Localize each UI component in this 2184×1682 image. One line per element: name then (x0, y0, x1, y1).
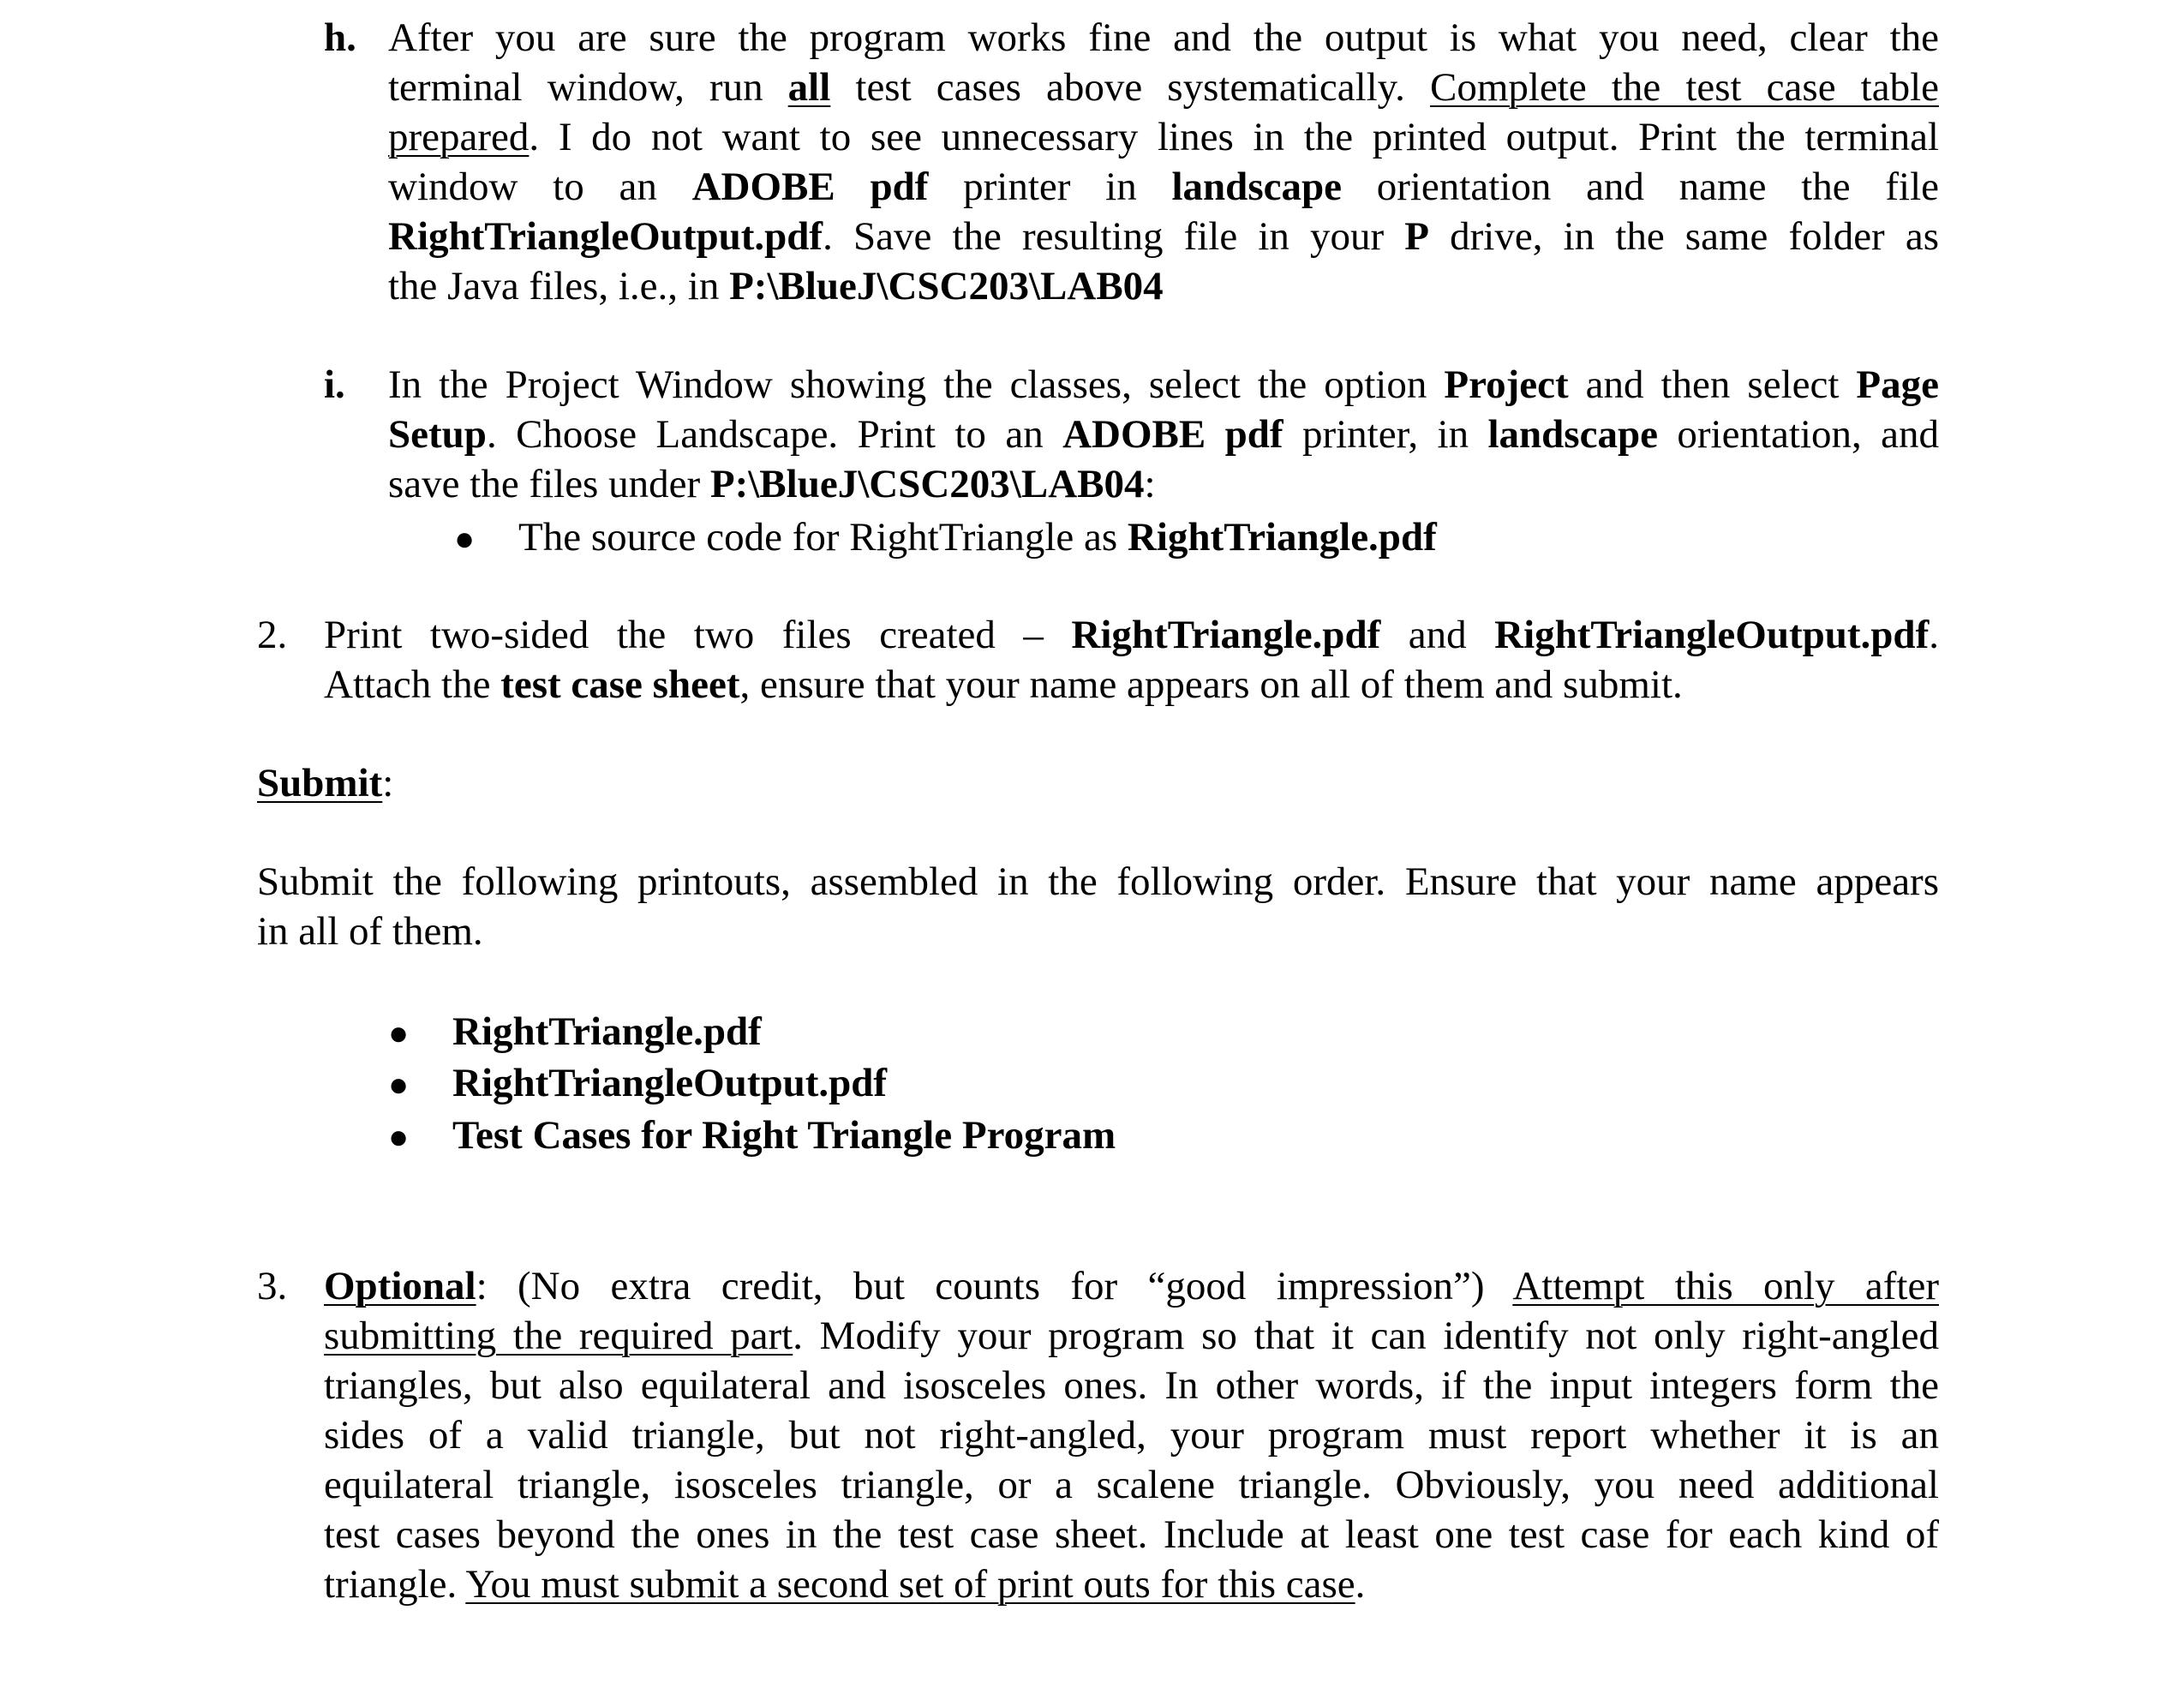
bold-project: Project (1444, 362, 1569, 407)
text: printer in (928, 165, 1172, 209)
bold-drive: P (1404, 214, 1430, 259)
submit-list-item: RightTriangle.pdf (452, 1009, 762, 1054)
underlined-instruction: submitting the required part (324, 1314, 793, 1358)
item-3-line-2 (324, 1311, 1939, 1361)
text: . (1929, 613, 1939, 657)
bullet-icon: ● (388, 1014, 410, 1052)
bold-adobe-pdf: ADOBE pdf (1062, 412, 1283, 457)
text: save the files under (388, 462, 710, 506)
item-h-line-4 (388, 162, 1939, 212)
text: orientation and name the file (1341, 165, 1939, 209)
bold-adobe-pdf: ADOBE pdf (691, 165, 929, 209)
item-i-line-2 (388, 410, 1939, 459)
text: equilateral triangle, isosceles triangle, or a scalene triangle. Obviously, you need additional (324, 1463, 1939, 1507)
item-3-line-3 (324, 1361, 1939, 1410)
item-i-line-3 (388, 459, 1939, 509)
text: printer, in (1283, 412, 1488, 457)
text: terminal window, run (388, 65, 788, 110)
submit-list-item: RightTriangleOutput.pdf (452, 1061, 888, 1105)
submit-heading (257, 758, 393, 808)
text: test cases beyond the ones in the test case sheet. Include at least one test case for each kind of (324, 1512, 1939, 1557)
text: the Java files, i.e., in (388, 264, 730, 308)
bold-filename: RightTriangle.pdf (1071, 613, 1381, 657)
submit-line-2 (257, 907, 1939, 956)
bullet-icon: ● (388, 1117, 410, 1156)
item-i-paragraph (388, 360, 1939, 509)
text: . Choose Landscape. Print to an (486, 412, 1063, 457)
text: : (No extra credit, but counts for “good impression”) (476, 1264, 1513, 1308)
text: Attach the (324, 662, 501, 707)
item-3-line-7 (324, 1559, 1939, 1609)
bold-test-case-sheet: test case sheet (500, 662, 740, 707)
underlined-instruction: Complete the test case table (1429, 65, 1939, 110)
text: orientation, and (1657, 412, 1939, 457)
text: . I do not want to see unnecessary lines in the printed output. Print the terminal (529, 115, 1939, 159)
bold-landscape: landscape (1487, 412, 1658, 457)
text: . Save the resulting file in your (823, 214, 1405, 259)
item-i-bullet (518, 512, 1932, 562)
item-2-line-2 (324, 660, 1939, 709)
item-i-marker: i. (324, 362, 345, 407)
text: triangles, but also equilateral and isosceles ones. In other words, if the input integers form the (324, 1363, 1939, 1408)
item-h-line-3 (388, 112, 1939, 162)
text: Submit the following printouts, assembled in the following order. Ensure that your name appears (257, 859, 1939, 904)
item-h-line-6 (388, 261, 1939, 311)
item-2-paragraph (324, 610, 1939, 709)
text: and then select (1568, 362, 1857, 407)
submit-line-1 (257, 857, 1939, 907)
text: window to an (388, 165, 692, 209)
item-h-line-2 (388, 63, 1939, 112)
text: Print two-sided the two files created – (324, 613, 1072, 657)
item-3-marker: 3. (257, 1264, 288, 1308)
text: . Modify your program so that it can identify not only right-angled (793, 1314, 1939, 1358)
emphasis-all: all (787, 65, 831, 110)
text: drive, in the same folder as (1429, 214, 1939, 259)
item-3-line-1 (324, 1261, 1939, 1311)
submit-list-item: Test Cases for Right Triangle Program (452, 1113, 1116, 1158)
text: triangle. (324, 1562, 466, 1607)
text: in all of them. (257, 909, 483, 954)
item-2-line-1 (324, 610, 1939, 660)
item-3-line-4 (324, 1410, 1939, 1460)
text: test cases above systematically. (830, 65, 1430, 110)
bold-path: P:\BlueJ\CSC203\LAB04 (729, 264, 1164, 308)
bold-filename: RightTriangleOutput.pdf (1494, 613, 1930, 657)
bold-page: Page (1856, 362, 1939, 407)
bold-filename: RightTriangle.pdf (1127, 515, 1437, 560)
submit-paragraph (257, 857, 1939, 956)
text: : (1144, 462, 1156, 506)
item-i-line-1 (388, 360, 1939, 410)
underlined-instruction: You must submit a second set of print outs for this case (465, 1562, 1355, 1607)
bullet-icon: ● (388, 1065, 410, 1104)
item-h-paragraph (388, 13, 1939, 311)
item-h-line-1 (388, 13, 1939, 63)
text: : (382, 761, 394, 805)
bold-setup: Setup (388, 412, 487, 457)
text: , ensure that your name appears on all of them and submit. (739, 662, 1683, 707)
underlined-instruction: Attempt this only after (1512, 1264, 1939, 1308)
item-2-marker: 2. (257, 613, 288, 657)
bold-landscape: landscape (1171, 165, 1342, 209)
bold-path: P:\BlueJ\CSC203\LAB04 (709, 462, 1145, 506)
submit-heading-text: Submit (257, 761, 383, 805)
item-3-line-5 (324, 1460, 1939, 1510)
text: The source code for RightTriangle as (518, 515, 1128, 560)
optional-label: Optional (324, 1264, 476, 1308)
text: sides of a valid triangle, but not right-angled, your program must report whether it is an (324, 1413, 1939, 1458)
item-h-line-5 (388, 212, 1939, 261)
bold-filename: RightTriangleOutput.pdf (388, 214, 823, 259)
text: and (1380, 613, 1495, 657)
text: After you are sure the program works fine and the output is what you need, clear the (388, 15, 1939, 60)
bullet-icon: ● (454, 519, 476, 558)
text: . (1355, 1562, 1366, 1607)
item-3-line-6 (324, 1510, 1939, 1559)
item-h-marker: h. (324, 15, 356, 60)
text: In the Project Window showing the classes, select the option (388, 362, 1445, 407)
item-3-paragraph (324, 1261, 1939, 1609)
underlined-instruction: prepared (388, 115, 530, 159)
